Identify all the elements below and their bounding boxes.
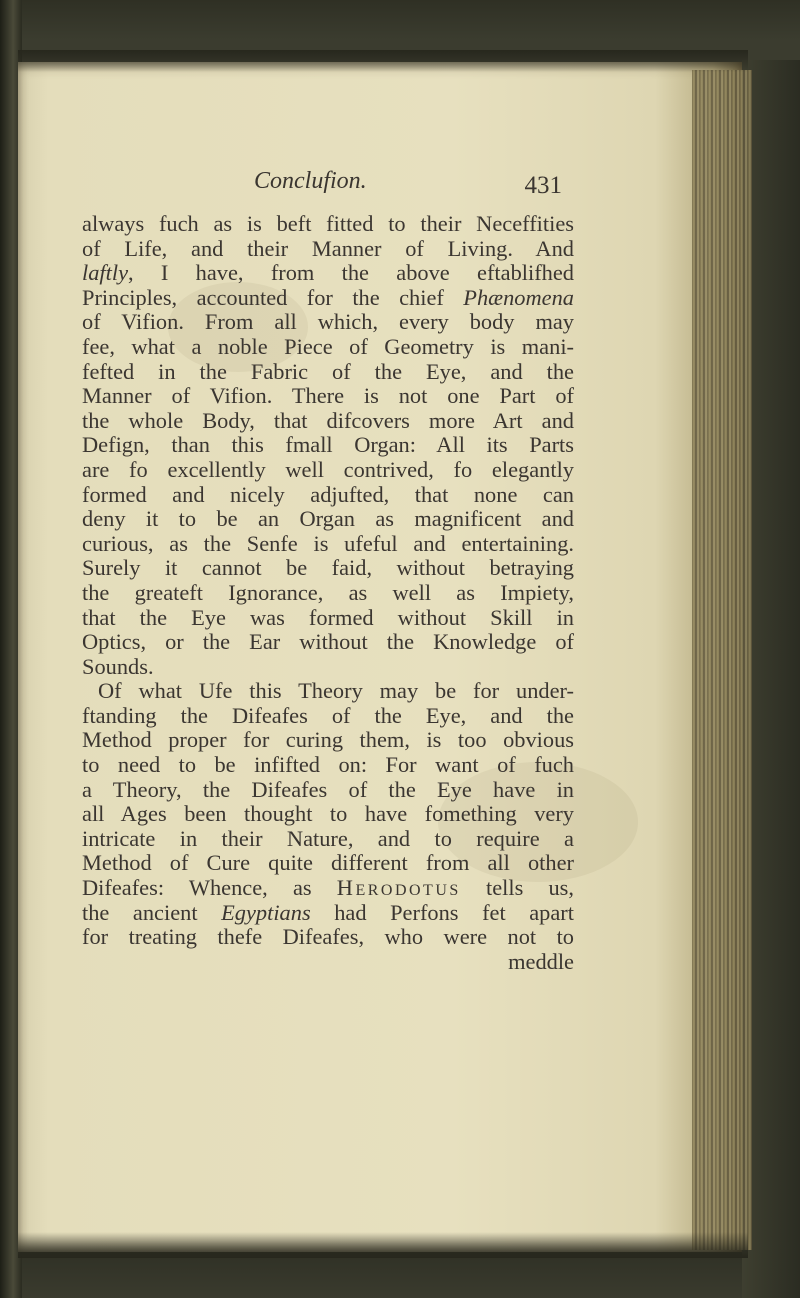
text-line: [82, 360, 574, 385]
text-line: [82, 901, 574, 926]
text-line: [82, 237, 574, 262]
body-text: [82, 212, 574, 974]
page-fore-edge: [692, 70, 752, 1250]
text-line: [82, 458, 574, 483]
text-line: [82, 286, 574, 311]
text-line: [82, 212, 574, 237]
text-line: [82, 753, 574, 778]
text-line: [82, 630, 574, 655]
text-run: curious, as the Senfe is ufeful and entertaining.: [82, 530, 574, 556]
text-run: all Ages been thought to have fomething very: [82, 801, 574, 827]
top-shadow: [18, 50, 748, 72]
text-run: always fuch as is beft fitted to their Neceffities: [82, 211, 574, 236]
text-line: [82, 433, 574, 458]
text-run: Difeafes: Whence, as: [82, 875, 337, 901]
text-run: that the Eye was formed without Skill in: [82, 604, 574, 630]
text-run: the ancient: [82, 899, 222, 925]
italic-text: Egyptians: [221, 899, 311, 925]
running-title: Conclufion.: [254, 168, 367, 194]
text-run: the greateft Ignorance, as well as Impiety,: [82, 579, 574, 605]
text-run: , I have, from the above eftablifhed: [128, 260, 574, 286]
text-run: the whole Body, that difcovers more Art and: [82, 407, 574, 433]
text-run: fee, what a noble Piece of Geometry is mani-: [82, 333, 574, 359]
text-line: [82, 606, 574, 631]
text-line: [82, 261, 574, 286]
text-run: of Vifion. From all which, every body may: [82, 309, 574, 335]
text-run: Optics, or the Ear without the Knowledge of: [82, 629, 574, 655]
text-run: deny it to be an Organ as magnificent and: [82, 506, 574, 532]
text-line: [82, 483, 574, 508]
text-run: Of what Ufe this Theory may be for under-: [98, 678, 574, 704]
text-run: for treating thefe Difeafes, who were not to: [82, 924, 574, 950]
text-run: ftanding the Difeafes of the Eye, and the: [82, 702, 574, 728]
italic-text: laftly: [82, 260, 129, 286]
text-line: [82, 581, 574, 606]
text-run: to need to be infifted on: For want of fuch: [82, 752, 574, 778]
text-run: Surely it cannot be faid, without betraying: [82, 555, 574, 581]
text-run: are fo excellently well contrived, fo elegantly: [82, 456, 574, 482]
text-line: [82, 655, 574, 680]
text-run: Method of Cure quite different from all other: [82, 850, 574, 876]
text-run: of Life, and their Manner of Living. And: [82, 235, 574, 261]
text-run: fefted in the Fabric of the Eye, and the: [82, 358, 574, 384]
text-line: [82, 310, 574, 335]
text-line: [82, 704, 574, 729]
text-line: [82, 925, 574, 950]
text-line: [82, 384, 574, 409]
running-head: [82, 168, 572, 208]
text-run: Manner of Vifion. There is not one Part of: [82, 383, 574, 409]
text-line: [82, 827, 574, 852]
text-run: meddle: [508, 948, 574, 974]
text-line: [82, 778, 574, 803]
text-run: intricate in their Nature, and to require a: [82, 825, 574, 851]
text-line: [82, 409, 574, 434]
text-line: [82, 851, 574, 876]
bottom-shadow: [18, 1232, 748, 1258]
page-number: 431: [524, 172, 562, 199]
text-run: Sounds.: [82, 653, 154, 679]
text-run: Defign, than this fmall Organ: All its Parts: [82, 432, 574, 458]
text-line: [82, 335, 574, 360]
small-caps-text: Herodotus: [336, 875, 461, 901]
text-line: [82, 802, 574, 827]
text-run: Principles, accounted for the chief: [82, 284, 464, 310]
italic-text: Phænomena: [463, 284, 574, 310]
text-line: [82, 532, 574, 557]
text-run: formed and nicely adjufted, that none can: [82, 481, 574, 507]
text-line: [82, 556, 574, 581]
text-run: Method proper for curing them, is too obvious: [82, 727, 574, 753]
text-line: [82, 876, 574, 901]
text-line: [82, 950, 574, 975]
text-line: [82, 507, 574, 532]
text-line: [82, 679, 574, 704]
text-line: [82, 728, 574, 753]
text-run: had Perfons fet apart: [310, 899, 574, 925]
text-run: tells us,: [460, 875, 574, 901]
text-run: a Theory, the Difeafes of the Eye have in: [82, 776, 574, 802]
